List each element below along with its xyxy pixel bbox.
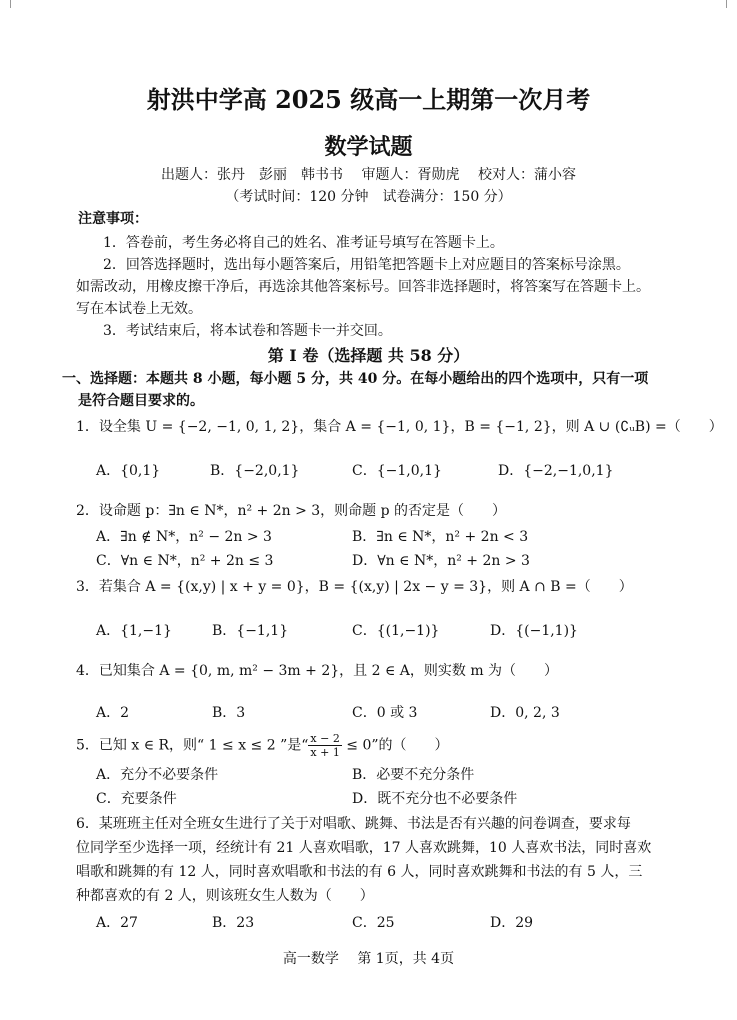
- question-4-option-d: D．0, 2, 3: [490, 705, 560, 721]
- part-instructions-cont: 是符合题目要求的。: [78, 393, 204, 409]
- question-5-option-b: B．必要不充分条件: [352, 767, 475, 783]
- notice-item-3: 3．考试结束后，将本试卷和答题卡一并交回。: [103, 323, 392, 339]
- notice-item-2: 2．回答选择题时，选出每小题答案后，用铅笔把答题卡上对应题目的答案标号涂黑。: [103, 257, 630, 273]
- notice-heading: 注意事项：: [78, 211, 148, 227]
- exam-info: （考试时间：120 分钟 试卷满分：150 分）: [225, 189, 512, 205]
- question-4-option-a: A．2: [96, 705, 130, 721]
- question-6-line-2: 位同学至少选择一项，经统计有 21 人喜欢唱歌，17 人喜欢跳舞，10 人喜欢书法，同时喜欢: [76, 840, 652, 856]
- notice-item-2-cont: 如需改动，用橡皮擦干净后，再选涂其他答案标号。回答非选择题时，将答案写在答题卡上。: [76, 279, 650, 295]
- question-5-stem-post: ≤ 0”的（ ）: [341, 737, 449, 754]
- question-5-stem: [76, 732, 449, 759]
- question-1-option-b: B．{−2,0,1}: [210, 463, 300, 479]
- question-1-option-a: A．{0,1}: [96, 463, 161, 479]
- question-1-option-d: D．{−2,−1,0,1}: [498, 463, 614, 479]
- exam-title: 射洪中学高 2025 级高一上期第一次月考: [146, 85, 591, 114]
- question-6-option-a: A．27: [96, 915, 138, 931]
- question-5-fraction: [308, 732, 341, 759]
- question-1-stem: 1．设全集 U = {−2, −1, 0, 1, 2}，集合 A = {−1, 0, 1}，B = {−1, 2}，则 A ∪ (∁ᵤB) =（ ）: [76, 419, 723, 435]
- question-4-stem: 4．已知集合 A = {0, m, m² − 3m + 2}，且 2 ∈ A，则实数 m 为（ ）: [76, 663, 559, 679]
- question-2-option-d: D．∀n ∈ N*，n² + 2n > 3: [352, 553, 530, 569]
- notice-item-1: 1．答卷前，考生务必将自己的姓名、准考证号填写在答题卡上。: [103, 235, 504, 251]
- question-2-stem: 2．设命题 p：∃n ∈ N*，n² + 2n > 3，则命题 p 的否定是（ ）: [76, 503, 507, 519]
- part-instructions: 一、选择题：本题共 8 小题，每小题 5 分，共 40 分。在每小题给出的四个选项中，只有一项: [62, 371, 649, 387]
- question-3-option-d: D．{(−1,1)}: [490, 623, 578, 639]
- question-6-line-1: 6．某班班主任对全班女生进行了关于对唱歌、跳舞、书法是否有兴趣的问卷调查，要求每: [76, 816, 631, 832]
- question-5-stem-pre: 5．已知 x ∈ R，则“ 1 ≤ x ≤ 2 ”是“: [76, 737, 309, 754]
- question-4-option-b: B．3: [212, 705, 246, 721]
- question-5-option-d: D．既不充分也不必要条件: [352, 791, 518, 807]
- question-2-option-c: C．∀n ∈ N*，n² + 2n ≤ 3: [96, 553, 274, 569]
- question-5-option-c: C．充要条件: [96, 791, 177, 807]
- question-6-option-b: B．23: [212, 915, 255, 931]
- question-6-option-c: C．25: [352, 915, 395, 931]
- question-6-line-4: 种都喜欢的有 2 人，则该班女生人数为（ ）: [76, 888, 374, 904]
- question-6-option-d: D．29: [490, 915, 534, 931]
- question-5-option-a: A．充分不必要条件: [96, 767, 219, 783]
- question-2-option-b: B．∃n ∈ N*，n² + 2n < 3: [352, 529, 529, 545]
- notice-item-2-cont2: 写在本试卷上无效。: [76, 301, 202, 317]
- fraction-denominator: x + 1: [310, 746, 340, 759]
- question-3-option-c: C．{(1,−1)}: [352, 623, 440, 639]
- question-3-stem: 3．若集合 A = {(x,y) | x + y = 0}，B = {(x,y) | 2x − y = 3}，则 A ∩ B =（ ）: [76, 579, 633, 595]
- section-heading: 第 I 卷（选择题 共 58 分）: [267, 346, 470, 365]
- question-4-option-c: C．0 或 3: [352, 705, 418, 721]
- authors-line: 出题人：张丹 彭丽 韩书书 审题人：胥勋虎 校对人：蒲小容: [161, 167, 576, 183]
- question-6-line-3: 唱歌和跳舞的有 12 人，同时喜欢唱歌和书法的有 6 人，同时喜欢跳舞和书法的有 5 人，三: [76, 864, 643, 880]
- page-footer: 高一数学 第 1页，共 4页: [282, 951, 455, 967]
- question-3-option-b: B．{−1,1}: [212, 623, 289, 639]
- question-3-option-a: A．{1,−1}: [96, 623, 172, 639]
- question-2-option-a: A．∃n ∉ N*，n² − 2n > 3: [96, 529, 272, 545]
- exam-subtitle: 数学试题: [324, 134, 413, 160]
- question-1-option-c: C．{−1,0,1}: [352, 463, 442, 479]
- fraction-numerator: x − 2: [310, 732, 340, 745]
